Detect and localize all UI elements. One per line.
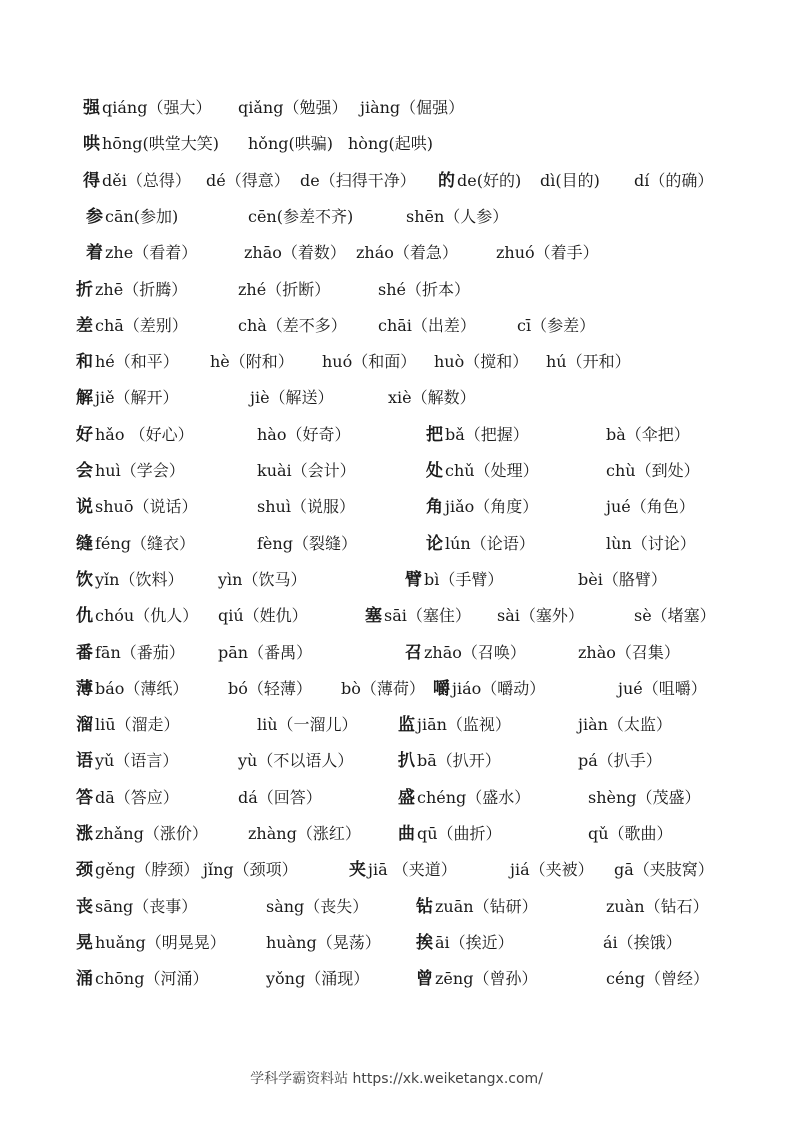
- pinyin-reading: de（扫得干净）: [300, 171, 416, 190]
- headword-char: 好: [76, 425, 93, 445]
- pinyin-reading: cī（参差）: [517, 316, 596, 335]
- headword-entry: [416, 928, 514, 958]
- headword-entry: [398, 819, 502, 849]
- entry-line: [0, 311, 793, 341]
- reading-entry: [388, 383, 476, 413]
- headword-char: 臂: [405, 570, 422, 590]
- headword-char: 折: [76, 280, 93, 300]
- reading-entry: [218, 638, 312, 668]
- headword-char: 强: [83, 98, 100, 118]
- pinyin-reading: shé（折本）: [378, 280, 470, 299]
- pinyin-reading: bì（手臂）: [424, 570, 504, 589]
- reading-entry: [228, 674, 312, 704]
- reading-entry: [238, 311, 347, 341]
- pinyin-reading: féng（缝衣）: [95, 534, 195, 553]
- reading-entry: [244, 238, 346, 268]
- pinyin-reading: zhāo（着数）: [244, 243, 346, 262]
- headword-char: 答: [76, 788, 93, 808]
- headword-entry: [433, 674, 545, 704]
- reading-entry: [203, 855, 298, 885]
- pinyin-reading: zhuó（着手）: [496, 243, 599, 262]
- reading-entry: [517, 311, 595, 341]
- reading-entry: [206, 166, 290, 196]
- reading-entry: [300, 166, 416, 196]
- headword-entry: [76, 674, 188, 704]
- reading-entry: [578, 746, 662, 776]
- pinyin-reading: jiǎo（角度）: [445, 497, 539, 516]
- headword-entry: [76, 710, 180, 740]
- headword-entry: [349, 855, 457, 885]
- headword-char: 角: [426, 497, 443, 517]
- headword-entry: [76, 601, 198, 631]
- pinyin-reading: zháo（着急）: [356, 243, 458, 262]
- reading-entry: [540, 166, 600, 196]
- pinyin-reading: zēng（曾孙）: [435, 969, 538, 988]
- reading-entry: [496, 238, 599, 268]
- pinyin-reading: yǒng（涌现）: [266, 969, 370, 988]
- reading-entry: [341, 674, 425, 704]
- pinyin-reading: jiè（解送）: [250, 388, 334, 407]
- reading-entry: [406, 202, 508, 232]
- pinyin-reading: jiān（监视）: [417, 715, 511, 734]
- pinyin-reading: huǎng（明晃晃）: [95, 933, 226, 952]
- pinyin-reading: jiàn（太监）: [578, 715, 672, 734]
- entry-line: [0, 420, 793, 450]
- headword-char: 解: [76, 388, 93, 408]
- headword-char: 塞: [365, 606, 382, 626]
- headword-entry: [76, 855, 199, 885]
- entry-line: [0, 892, 793, 922]
- entry-line: [0, 347, 793, 377]
- pinyin-reading: āi（挨近）: [435, 933, 514, 952]
- reading-entry: [218, 565, 306, 595]
- pinyin-reading: jiě（解开）: [95, 388, 179, 407]
- headword-entry: [76, 892, 197, 922]
- entry-line: [0, 202, 793, 232]
- entry-line: [0, 565, 793, 595]
- reading-entry: [248, 129, 333, 159]
- headword-char: 曲: [398, 824, 415, 844]
- entry-line: [0, 166, 793, 196]
- headword-char: 说: [76, 497, 93, 517]
- headword-entry: [426, 492, 538, 522]
- pinyin-reading: fèng（裂缝）: [257, 534, 357, 553]
- pinyin-reading: qū（曲折）: [417, 824, 502, 843]
- pinyin-reading: sàng（丧失）: [266, 897, 369, 916]
- headword-char: 盛: [398, 788, 415, 808]
- pinyin-reading: yǔ（语言）: [95, 751, 179, 770]
- headword-entry: [83, 93, 211, 123]
- reading-entry: [360, 93, 464, 123]
- reading-entry: [578, 710, 672, 740]
- pinyin-reading: dí（的确）: [634, 171, 714, 190]
- pinyin-reading: de(好的): [457, 171, 522, 190]
- headword-entry: [426, 420, 529, 450]
- reading-entry: [606, 456, 700, 486]
- reading-entry: [603, 928, 682, 958]
- headword-char: 涌: [76, 969, 93, 989]
- pinyin-reading: cān(参加): [105, 207, 179, 226]
- pinyin-reading: zhàng（涨红）: [248, 824, 361, 843]
- headword-entry: [416, 964, 537, 994]
- reading-entry: [266, 928, 381, 958]
- pinyin-reading: jué（咀嚼）: [618, 679, 707, 698]
- headword-entry: [438, 166, 521, 196]
- headword-entry: [76, 420, 194, 450]
- headword-char: 仇: [76, 606, 93, 626]
- headword-char: 溜: [76, 715, 93, 735]
- headword-char: 钻: [416, 897, 433, 917]
- pinyin-reading: gā（夹肢窝）: [614, 860, 714, 879]
- headword-char: 差: [76, 316, 93, 336]
- pinyin-reading: báo（薄纸）: [95, 679, 189, 698]
- headword-entry: [76, 964, 208, 994]
- pinyin-reading: hòng(起哄): [348, 134, 433, 153]
- entry-line: [0, 383, 793, 413]
- headword-char: 论: [426, 534, 443, 554]
- pinyin-reading: jiā （夹道）: [368, 860, 457, 879]
- reading-entry: [497, 601, 584, 631]
- headword-entry: [83, 129, 219, 159]
- headword-char: 把: [426, 425, 443, 445]
- reading-entry: [248, 819, 361, 849]
- headword-char: 薄: [76, 679, 93, 699]
- reading-entry: [618, 674, 707, 704]
- pinyin-reading: bà（伞把）: [606, 425, 690, 444]
- pinyin-reading: shuì（说服）: [257, 497, 355, 516]
- headword-entry: [405, 638, 526, 668]
- reading-entry: [257, 529, 357, 559]
- reading-entry: [578, 638, 680, 668]
- pinyin-reading: qiǎng（勉强）: [238, 98, 348, 117]
- pinyin-reading: huó（和面）: [322, 352, 417, 371]
- headword-entry: [398, 783, 530, 813]
- headword-entry: [76, 928, 226, 958]
- pinyin-reading: zuàn（钻石）: [606, 897, 709, 916]
- pinyin-reading: qiáng（强大）: [102, 98, 212, 117]
- pinyin-reading: zhāo（召唤）: [424, 643, 526, 662]
- pinyin-reading: huì（学会）: [95, 461, 185, 480]
- pinyin-reading: jiá（夹被）: [510, 860, 594, 879]
- pinyin-reading: zhé（折断）: [238, 280, 331, 299]
- pinyin-reading: chéng（盛水）: [417, 788, 531, 807]
- pinyin-reading: jué（角色）: [606, 497, 695, 516]
- headword-entry: [76, 638, 185, 668]
- headword-char: 缝: [76, 534, 93, 554]
- reading-entry: [248, 202, 353, 232]
- headword-entry: [76, 456, 185, 486]
- pinyin-reading: huàng（晃荡）: [266, 933, 381, 952]
- pinyin-reading: cēn(参差不齐): [248, 207, 354, 226]
- pinyin-reading: hǎo （好心）: [95, 425, 194, 444]
- headword-entry: [398, 710, 511, 740]
- reading-entry: [238, 93, 347, 123]
- pinyin-reading: yǐn（饮料）: [95, 570, 184, 589]
- headword-char: 参: [86, 207, 103, 227]
- entry-line: [0, 238, 793, 268]
- pinyin-reading: chāi（出差）: [378, 316, 476, 335]
- entry-line: [0, 855, 793, 885]
- reading-entry: [257, 456, 356, 486]
- pinyin-reading: pá（扒手）: [578, 751, 662, 770]
- headword-char: 夹: [349, 860, 366, 880]
- pinyin-reading: chù（到处）: [606, 461, 700, 480]
- entry-line: [0, 456, 793, 486]
- reading-entry: [606, 892, 709, 922]
- headword-entry: [76, 275, 187, 305]
- entry-line: [0, 638, 793, 668]
- entry-line: [0, 928, 793, 958]
- headword-entry: [76, 529, 195, 559]
- reading-entry: [606, 492, 695, 522]
- pinyin-reading: zhào（召集）: [578, 643, 680, 662]
- pinyin-reading: lún（论语）: [445, 534, 535, 553]
- headword-entry: [405, 565, 503, 595]
- pinyin-reading: bèi（胳臂）: [578, 570, 667, 589]
- headword-entry: [76, 819, 208, 849]
- reading-entry: [348, 129, 433, 159]
- pinyin-reading: dé（得意）: [206, 171, 290, 190]
- pinyin-reading: bǎ（把握）: [445, 425, 529, 444]
- pinyin-reading: yìn（饮马）: [218, 570, 307, 589]
- headword-char: 丧: [76, 897, 93, 917]
- reading-entry: [238, 783, 322, 813]
- pinyin-reading: gěng（脖颈）: [95, 860, 200, 879]
- entry-line: [0, 964, 793, 994]
- reading-entry: [356, 238, 458, 268]
- headword-char: 扒: [398, 751, 415, 771]
- headword-entry: [426, 529, 535, 559]
- pinyin-reading: hé（和平）: [95, 352, 179, 371]
- headword-char: 处: [426, 461, 443, 481]
- pinyin-reading: sài（塞外）: [497, 606, 584, 625]
- reading-entry: [250, 383, 334, 413]
- headword-entry: [83, 166, 191, 196]
- pinyin-reading: shuō（说话）: [95, 497, 198, 516]
- reading-entry: [238, 746, 353, 776]
- entry-line: [0, 710, 793, 740]
- entry-line: [0, 93, 793, 123]
- pinyin-reading: hōng(哄堂大笑): [102, 134, 219, 153]
- headword-char: 涨: [76, 824, 93, 844]
- reading-entry: [606, 529, 696, 559]
- pinyin-reading: jiàng（倔强）: [360, 98, 465, 117]
- headword-char: 番: [76, 643, 93, 663]
- pinyin-reading: yù（不以语人）: [238, 751, 354, 770]
- pinyin-reading: dì(目的): [540, 171, 600, 190]
- reading-entry: [634, 601, 716, 631]
- pinyin-reading: liù（一溜儿）: [257, 715, 358, 734]
- headword-entry: [416, 892, 538, 922]
- pinyin-reading: bó（轻薄）: [228, 679, 312, 698]
- entry-line: [0, 674, 793, 704]
- pinyin-reading: bò（薄荷）: [341, 679, 425, 698]
- pinyin-reading: fān（番茄）: [95, 643, 185, 662]
- pinyin-reading: hào（好奇）: [257, 425, 351, 444]
- page-footer: 学科学霸资料站 https://xk.weiketangx.com/: [250, 1071, 543, 1087]
- headword-entry: [86, 238, 197, 268]
- pinyin-reading: kuài（会计）: [257, 461, 356, 480]
- reading-entry: [266, 892, 368, 922]
- pinyin-reading: děi（总得）: [102, 171, 191, 190]
- pinyin-reading: chōng（河涌）: [95, 969, 209, 988]
- reading-entry: [588, 819, 673, 849]
- reading-entry: [266, 964, 369, 994]
- pinyin-reading: sāng（丧事）: [95, 897, 198, 916]
- headword-entry: [365, 601, 471, 631]
- headword-char: 得: [83, 171, 100, 191]
- reading-entry: [578, 565, 667, 595]
- pinyin-reading: zhe（看着）: [105, 243, 198, 262]
- reading-entry: [614, 855, 714, 885]
- reading-entry: [634, 166, 713, 196]
- pinyin-reading: lùn（讨论）: [606, 534, 696, 553]
- pinyin-reading: hè（附和）: [210, 352, 294, 371]
- pinyin-reading: hǒng(哄骗): [248, 134, 333, 153]
- headword-char: 哄: [83, 134, 100, 154]
- entry-line: [0, 819, 793, 849]
- reading-entry: [210, 347, 294, 377]
- entry-line: [0, 275, 793, 305]
- pinyin-reading: xiè（解数）: [388, 388, 476, 407]
- headword-entry: [426, 456, 539, 486]
- reading-entry: [546, 347, 631, 377]
- headword-char: 曾: [416, 969, 433, 989]
- headword-entry: [76, 347, 179, 377]
- reading-entry: [322, 347, 416, 377]
- headword-entry: [86, 202, 178, 232]
- pinyin-reading: bā（扒开）: [417, 751, 501, 770]
- reading-entry: [238, 275, 330, 305]
- reading-entry: [378, 275, 470, 305]
- headword-char: 饮: [76, 570, 93, 590]
- headword-char: 挨: [416, 933, 433, 953]
- entry-line: [0, 129, 793, 159]
- reading-entry: [606, 420, 690, 450]
- entry-line: [0, 529, 793, 559]
- pinyin-reading: jiáo（嚼动）: [452, 679, 546, 698]
- pinyin-reading: qǔ（歌曲）: [588, 824, 673, 843]
- headword-char: 颈: [76, 860, 93, 880]
- pinyin-reading: zhē（折腾）: [95, 280, 188, 299]
- pinyin-reading: liū（溜走）: [95, 715, 180, 734]
- pinyin-reading: qiú（姓仇）: [218, 606, 308, 625]
- headword-char: 召: [405, 643, 422, 663]
- reading-entry: [218, 601, 308, 631]
- reading-entry: [257, 420, 350, 450]
- headword-entry: [76, 383, 179, 413]
- reading-entry: [588, 783, 701, 813]
- pinyin-reading: shēn（人参）: [406, 207, 509, 226]
- headword-char: 语: [76, 751, 93, 771]
- pinyin-reading: jǐng（颈项）: [203, 860, 298, 879]
- pinyin-reading: ái（挨饿）: [603, 933, 682, 952]
- pinyin-reading: sè（堵塞）: [634, 606, 716, 625]
- headword-char: 和: [76, 352, 93, 372]
- pinyin-reading: chǔ（处理）: [445, 461, 539, 480]
- pinyin-reading: dá（回答）: [238, 788, 322, 807]
- headword-entry: [76, 746, 178, 776]
- headword-entry: [76, 565, 183, 595]
- reading-entry: [606, 964, 709, 994]
- pinyin-reading: hú（开和）: [546, 352, 631, 371]
- headword-entry: [76, 311, 188, 341]
- pinyin-reading: zhǎng（涨价）: [95, 824, 208, 843]
- pinyin-reading: dā（答应）: [95, 788, 179, 807]
- reading-entry: [257, 710, 358, 740]
- headword-char: 晃: [76, 933, 93, 953]
- headword-entry: [398, 746, 501, 776]
- entry-line: [0, 746, 793, 776]
- pinyin-reading: chà（差不多）: [238, 316, 347, 335]
- pinyin-reading: chā（差别）: [95, 316, 188, 335]
- headword-entry: [76, 783, 179, 813]
- pinyin-reading: chóu（仇人）: [95, 606, 199, 625]
- entry-line: [0, 601, 793, 631]
- headword-char: 着: [86, 243, 103, 263]
- pinyin-reading: pān（番禺）: [218, 643, 313, 662]
- pinyin-reading: huò（搅和）: [434, 352, 529, 371]
- entry-line: [0, 783, 793, 813]
- reading-entry: [510, 855, 594, 885]
- reading-entry: [257, 492, 355, 522]
- pinyin-reading: céng（曾经）: [606, 969, 709, 988]
- pinyin-reading: zuān（钻研）: [435, 897, 538, 916]
- reading-entry: [378, 311, 476, 341]
- reading-entry: [434, 347, 528, 377]
- headword-char: 嚼: [433, 679, 450, 699]
- entry-line: [0, 492, 793, 522]
- headword-entry: [76, 492, 197, 522]
- headword-char: 监: [398, 715, 415, 735]
- headword-char: 的: [438, 171, 455, 191]
- headword-char: 会: [76, 461, 93, 481]
- pinyin-reading: shèng（茂盛）: [588, 788, 701, 807]
- pinyin-reading: sāi（塞住）: [384, 606, 471, 625]
